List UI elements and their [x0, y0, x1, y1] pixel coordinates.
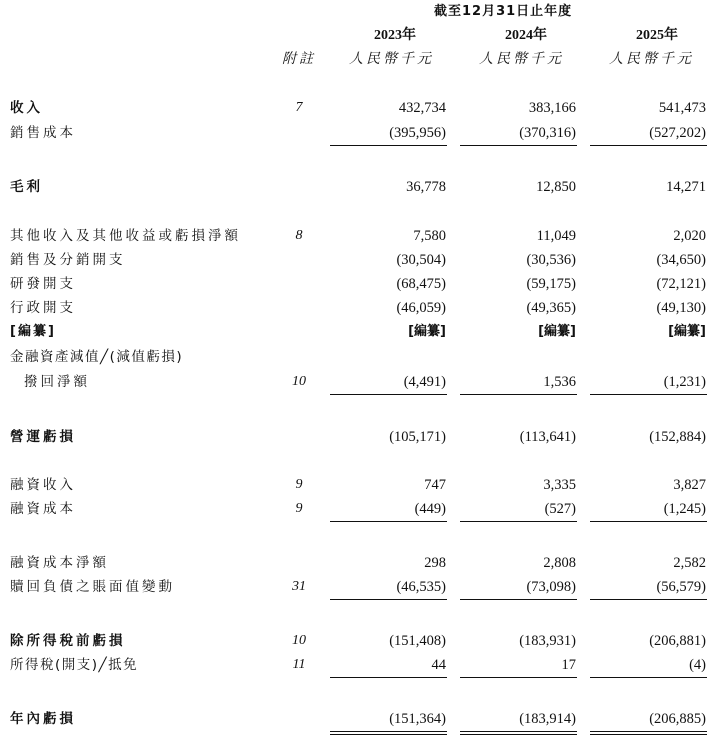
- cell-impairment-2024: 1,536: [543, 374, 576, 390]
- underline: [330, 677, 447, 678]
- cell-other-income-2024: 11,049: [536, 228, 576, 244]
- cell-finance-costs-2023: (449): [414, 501, 446, 517]
- cell-admin-expenses-2024: (49,365): [526, 300, 576, 316]
- cell-loss-for-year-2025: (206,885): [649, 711, 706, 727]
- row-note-redemption-liabilities: 31: [292, 579, 306, 594]
- cell-rd-expenses-2024: (59,175): [526, 276, 576, 292]
- row-label-impairment-cont: 撥回淨額: [24, 374, 90, 390]
- year-2025: 2025年: [636, 28, 678, 43]
- row-label-gross-profit: 毛利: [10, 179, 43, 195]
- cell-finance-costs-2024: (527): [544, 501, 576, 517]
- cell-loss-for-year-2024: (183,914): [519, 711, 576, 727]
- cell-loss-before-tax-2023: (151,408): [389, 633, 446, 649]
- row-label-loss-for-year: 年內虧損: [10, 711, 76, 727]
- cell-redacted-2024: [編纂]: [538, 324, 576, 339]
- cell-gross-profit-2023: 36,778: [406, 179, 446, 195]
- cell-net-finance-costs-2024: 2,808: [543, 555, 576, 571]
- row-label-income-tax: 所得稅(開支)╱抵免: [10, 657, 139, 673]
- cell-redemption-liabilities-2025: (56,579): [656, 579, 706, 595]
- cell-income-tax-2024: 17: [561, 657, 576, 673]
- cell-admin-expenses-2023: (46,059): [396, 300, 446, 316]
- cell-redacted-2025: [編纂]: [668, 324, 706, 339]
- row-label-finance-costs: 融資成本: [10, 501, 76, 517]
- underline: [460, 599, 577, 600]
- cell-income-tax-2023: 44: [431, 657, 446, 673]
- cell-cost-of-sales-2023: (395,956): [389, 125, 446, 141]
- row-label-cost-of-sales: 銷售成本: [10, 125, 76, 141]
- row-note-finance-income: 9: [295, 477, 303, 492]
- cell-revenue-2024: 383,166: [528, 100, 576, 116]
- cell-other-income-2023: 7,580: [413, 228, 446, 244]
- underline: [460, 677, 577, 678]
- cell-finance-income-2024: 3,335: [543, 477, 576, 493]
- cell-finance-costs-2025: (1,245): [663, 501, 706, 517]
- row-label-rd-expenses: 研發開支: [10, 276, 76, 292]
- row-note-loss-before-tax: 10: [292, 633, 306, 648]
- underline: [590, 599, 707, 600]
- row-label-operating-loss: 營運虧損: [10, 429, 76, 445]
- row-label-net-finance-costs: 融資成本淨額: [10, 555, 109, 571]
- period-header: 截至12月31日止年度: [434, 4, 573, 19]
- row-label-redemption-liabilities: 贖回負債之賬面值變動: [10, 579, 175, 595]
- row-note-finance-costs: 9: [295, 501, 303, 516]
- underline: [590, 677, 707, 678]
- note-column-header: 附註: [282, 52, 316, 67]
- cell-revenue-2025: 541,473: [658, 100, 706, 116]
- cell-cost-of-sales-2024: (370,316): [519, 125, 576, 141]
- underline: [460, 394, 577, 395]
- currency-2025: 人民幣千元: [609, 52, 694, 67]
- double-underline: [590, 731, 707, 735]
- cell-net-finance-costs-2025: 2,582: [673, 555, 706, 571]
- cell-rd-expenses-2023: (68,475): [396, 276, 446, 292]
- double-underline: [460, 731, 577, 735]
- row-label-loss-before-tax: 除所得稅前虧損: [10, 633, 126, 649]
- cell-admin-expenses-2025: (49,130): [656, 300, 706, 316]
- underline: [590, 394, 707, 395]
- cell-selling-expenses-2023: (30,504): [396, 252, 446, 268]
- row-note-impairment: 10: [292, 374, 306, 389]
- cell-selling-expenses-2024: (30,536): [526, 252, 576, 268]
- cell-rd-expenses-2025: (72,121): [656, 276, 706, 292]
- cell-net-finance-costs-2023: 298: [424, 555, 446, 571]
- cell-finance-income-2025: 3,827: [673, 477, 706, 493]
- cell-loss-before-tax-2025: (206,881): [649, 633, 706, 649]
- cell-operating-loss-2025: (152,884): [649, 429, 706, 445]
- underline: [330, 521, 447, 522]
- cell-redacted-2023: [編纂]: [408, 324, 446, 339]
- row-label-impairment: 金融資產減值╱(減值虧損): [10, 349, 184, 365]
- underline: [460, 145, 577, 146]
- row-note-revenue: 7: [295, 100, 303, 115]
- cell-operating-loss-2023: (105,171): [389, 429, 446, 445]
- year-2023: 2023年: [374, 28, 416, 43]
- cell-impairment-2023: (4,491): [403, 374, 446, 390]
- row-label-revenue: 收入: [10, 100, 43, 116]
- cell-selling-expenses-2025: (34,650): [656, 252, 706, 268]
- cell-loss-before-tax-2024: (183,931): [519, 633, 576, 649]
- cell-gross-profit-2024: 12,850: [536, 179, 576, 195]
- underline: [590, 145, 707, 146]
- row-note-income-tax: 11: [292, 657, 306, 672]
- cell-loss-for-year-2023: (151,364): [389, 711, 446, 727]
- underline: [330, 394, 447, 395]
- cell-gross-profit-2025: 14,271: [666, 179, 706, 195]
- cell-finance-income-2023: 747: [424, 477, 446, 493]
- underline: [330, 145, 447, 146]
- cell-operating-loss-2024: (113,641): [519, 429, 576, 445]
- row-note-other-income: 8: [295, 228, 303, 243]
- row-label-redacted: [編纂]: [10, 324, 56, 339]
- currency-2023: 人民幣千元: [349, 52, 434, 67]
- row-label-finance-income: 融資收入: [10, 477, 76, 493]
- currency-2024: 人民幣千元: [479, 52, 564, 67]
- cell-revenue-2023: 432,734: [398, 100, 446, 116]
- underline: [590, 521, 707, 522]
- row-label-admin-expenses: 行政開支: [10, 300, 76, 316]
- year-2024: 2024年: [505, 28, 547, 43]
- double-underline: [330, 731, 447, 735]
- cell-other-income-2025: 2,020: [673, 228, 706, 244]
- row-label-other-income: 其他收入及其他收益或虧損淨額: [10, 228, 241, 244]
- underline: [460, 521, 577, 522]
- cell-impairment-2025: (1,231): [663, 374, 706, 390]
- row-label-selling-expenses: 銷售及分銷開支: [10, 252, 126, 268]
- cell-redemption-liabilities-2024: (73,098): [526, 579, 576, 595]
- underline: [330, 599, 447, 600]
- cell-cost-of-sales-2025: (527,202): [649, 125, 706, 141]
- cell-income-tax-2025: (4): [689, 657, 706, 673]
- cell-redemption-liabilities-2023: (46,535): [396, 579, 446, 595]
